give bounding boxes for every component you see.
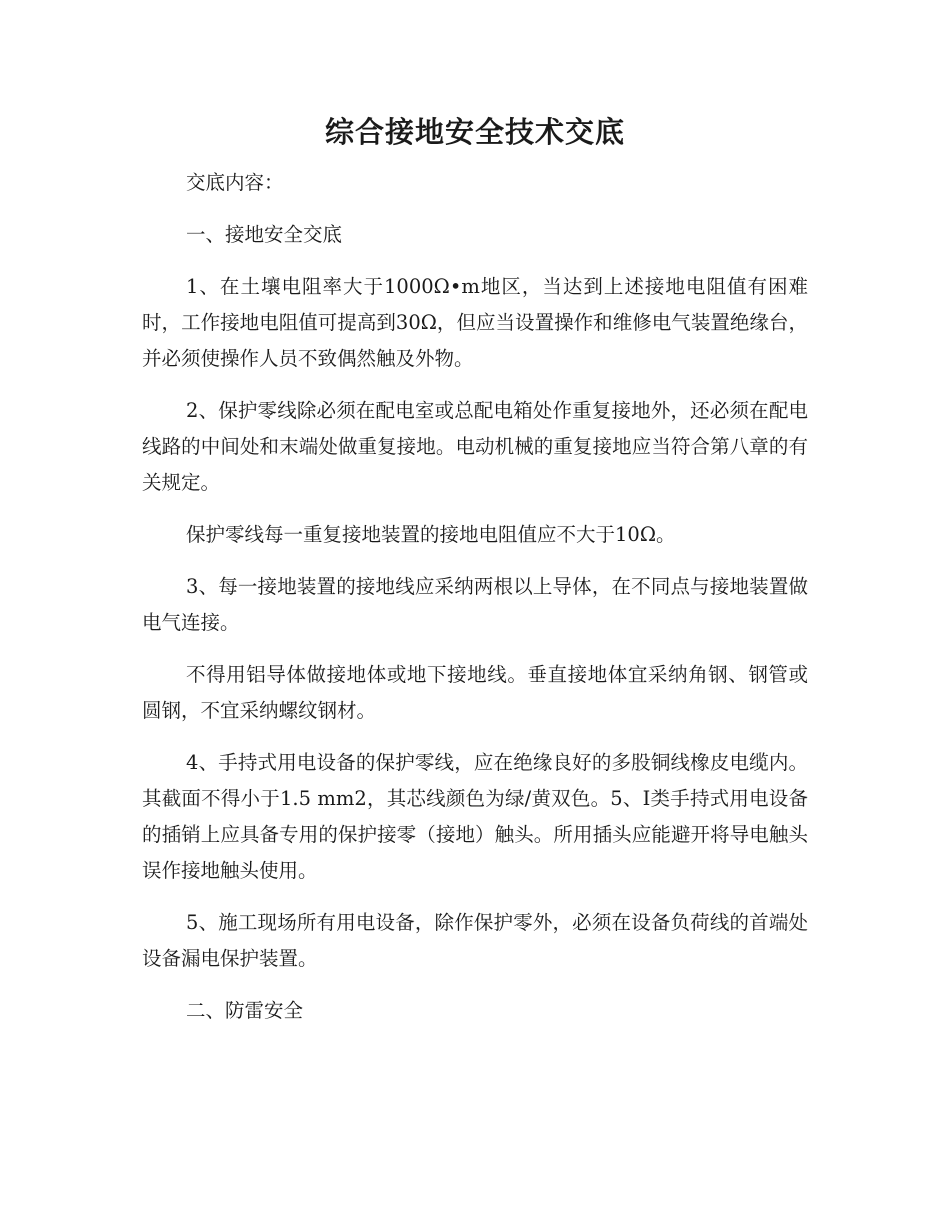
- section-heading-lightning: 二、防雷安全: [186, 999, 304, 1022]
- paragraph-item-2-note: 保护零线每一重复接地装置的接地电阻值应不大于10Ω。: [186, 523, 676, 546]
- paragraph-item-4: 4、手持式用电设备的保护零线，应在绝缘良好的多股铜线橡皮电缆内。其截面不得小于1.5 mm2，其芯线颜色为绿/黄双色。5、I类手持式用电设备的插销上应具备专用的保护接零（接地）触头。所用插头应能避开将导电触头误作接地触头使用。: [142, 751, 808, 882]
- paragraph-item-5: 5、施工现场所有用电设备，除作保护零外，必须在设备负荷线的首端处设备漏电保护装置。: [142, 911, 808, 970]
- paragraph-item-2: 2、保护零线除必须在配电室或总配电箱处作重复接地外，还必须在配电线路的中间处和末端处做重复接地。电动机械的重复接地应当符合第八章的有关规定。: [142, 399, 808, 494]
- paragraph-intro-label: 交底内容：: [186, 171, 284, 194]
- document-title: 综合接地安全技术交底: [324, 115, 625, 149]
- paragraph-item-3: 3、每一接地装置的接地线应采纳两根以上导体，在不同点与接地装置做电气连接。: [142, 575, 808, 634]
- document-body: [142, 165, 808, 1045]
- section-heading-grounding: 一、接地安全交底: [186, 223, 343, 246]
- paragraph-item-1: 1、在土壤电阻率大于1000Ω•m地区，当达到上述接地电阻值有困难时，工作接地电阻值可提高到30Ω，但应当设置操作和维修电气装置绝缘台，并必须使操作人员不致偶然触及外物。: [142, 275, 808, 370]
- paragraph-item-3-note: 不得用铝导体做接地体或地下接地线。垂直接地体宜采纳角钢、钢管或圆钢，不宜采纳螺纹钢材。: [142, 663, 808, 722]
